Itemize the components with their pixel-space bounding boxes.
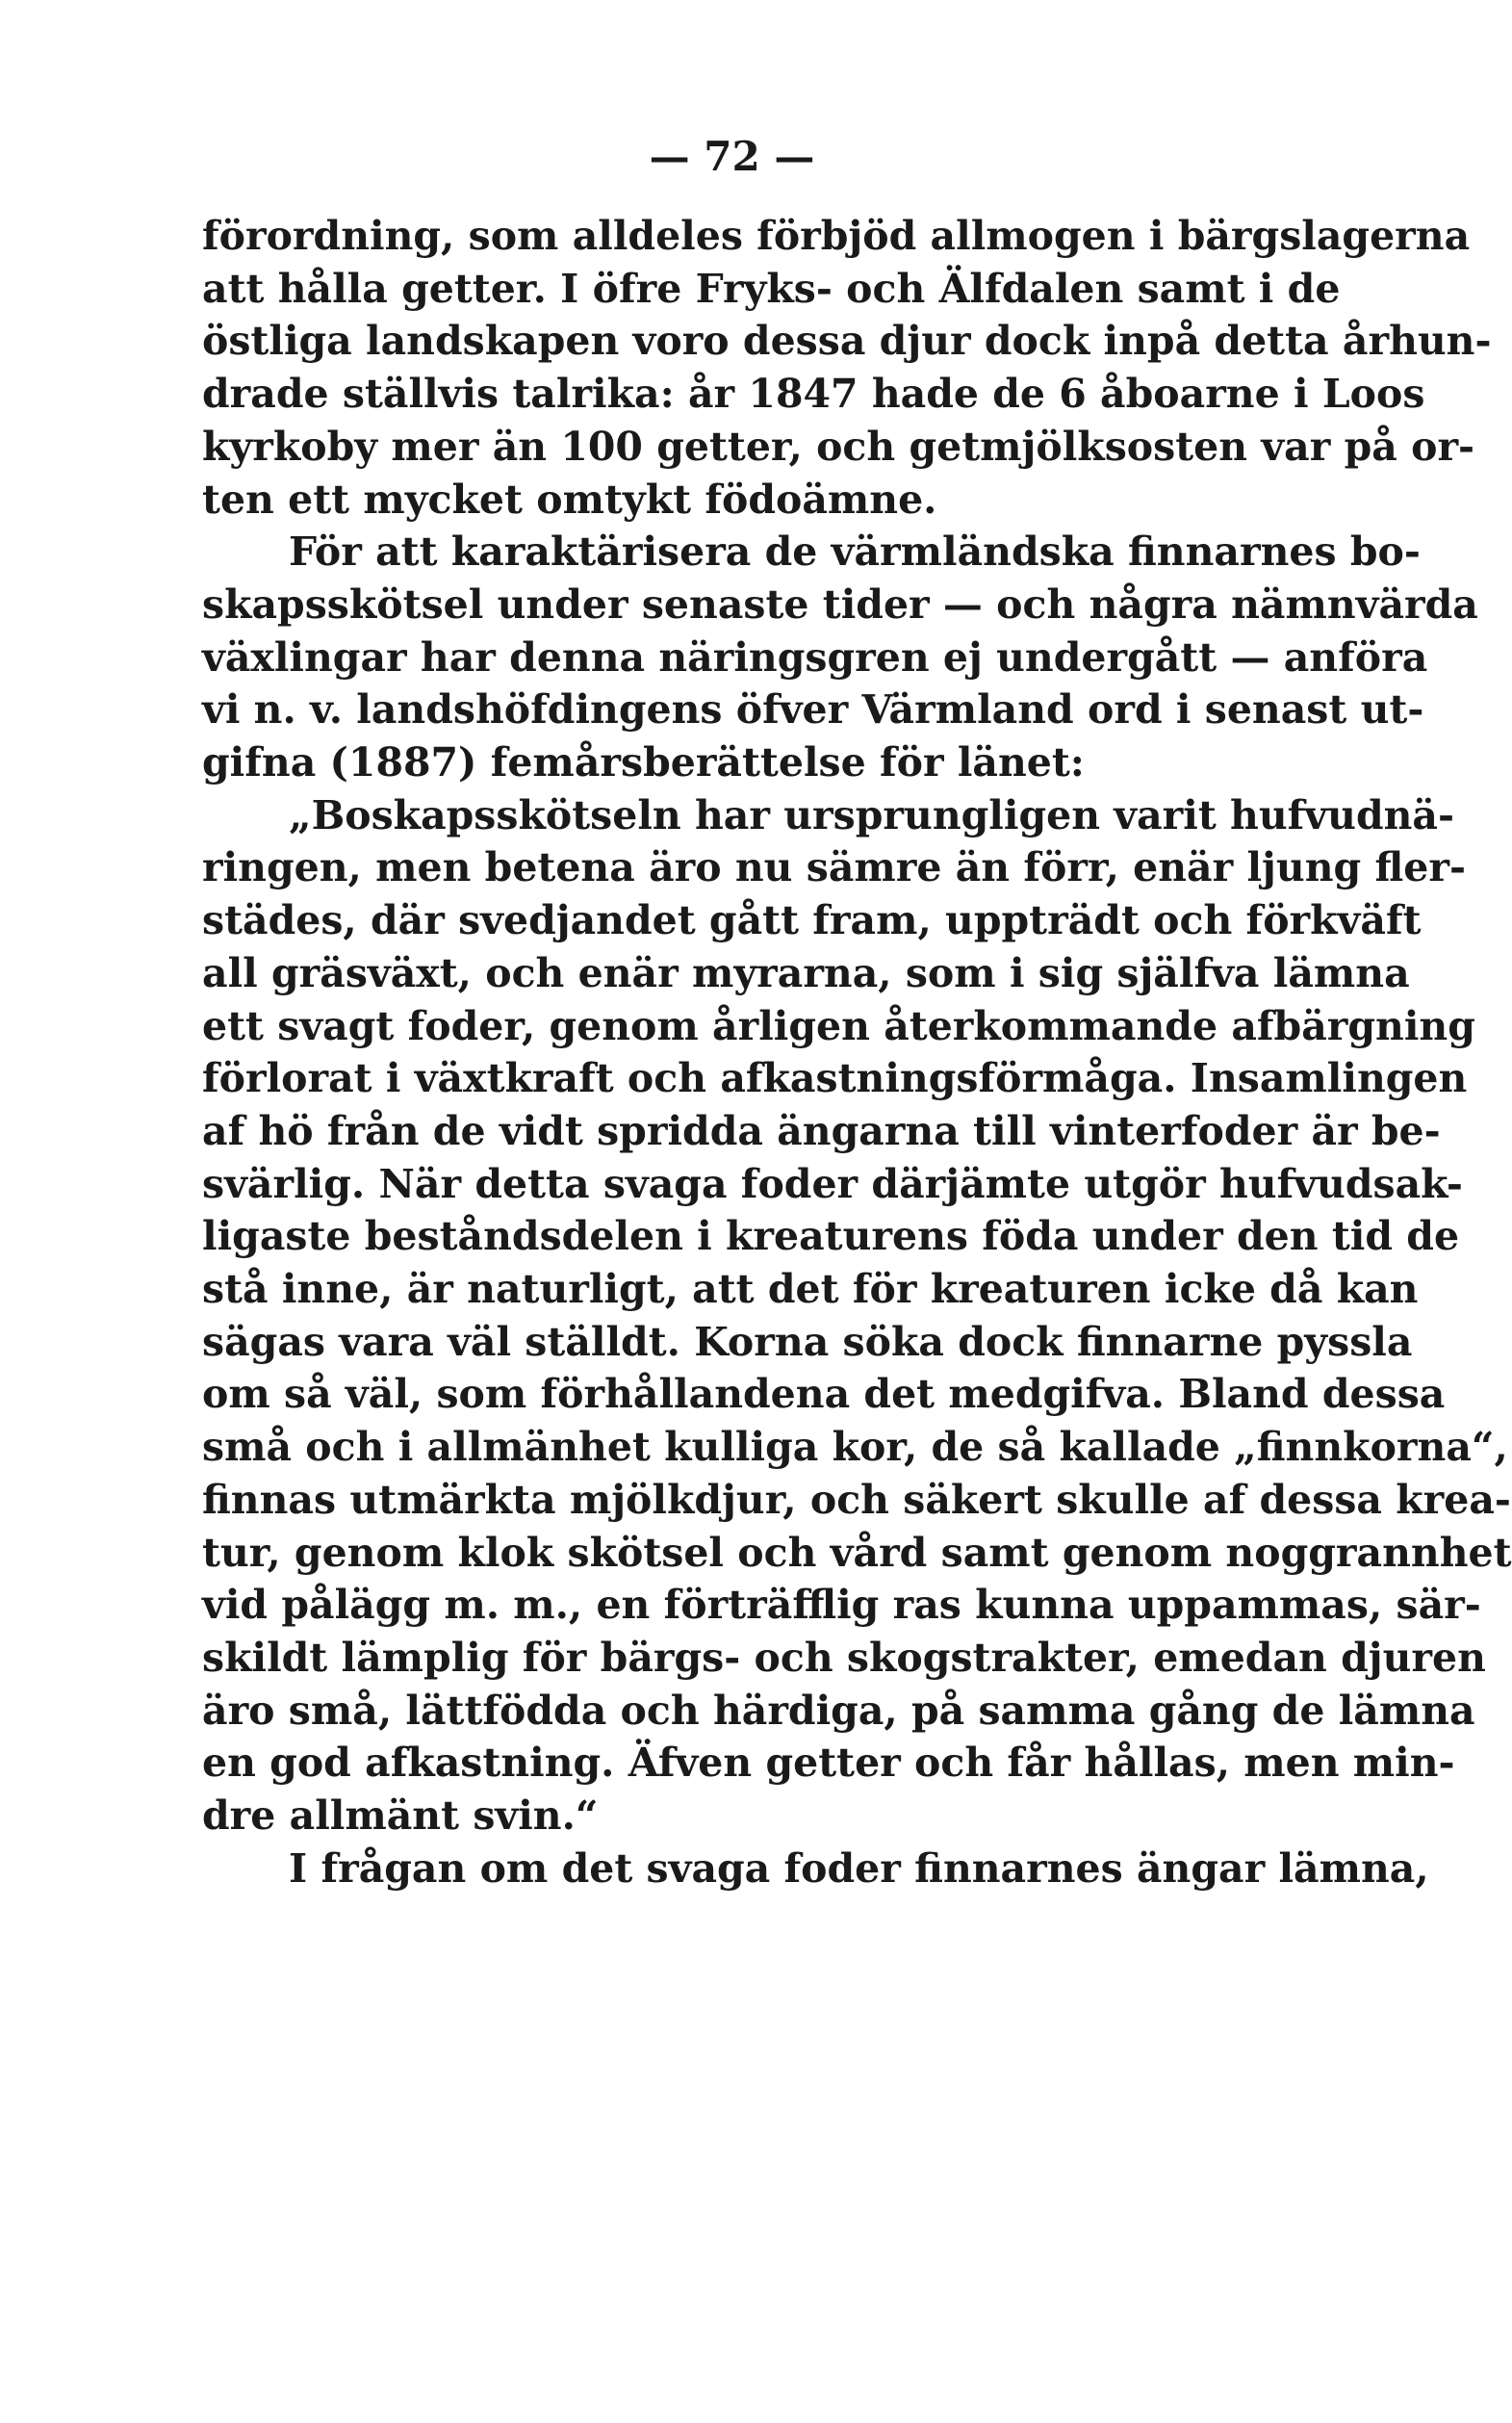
text-line: ringen, men betena äro nu sämre än förr, enär ljung fler-: [202, 844, 1466, 891]
text-line: om så väl, som förhållandena det medgifva. Bland dessa: [202, 1371, 1446, 1418]
text-line: finnas utmärkta mjölkdjur, och säkert skulle af dessa krea-: [202, 1476, 1511, 1523]
text-line: sägas vara väl ställdt. Korna söka dock finnarne pyssla: [202, 1318, 1413, 1365]
text-line: skapsskötsel under senaste tider — och några nämnvärda: [202, 580, 1478, 628]
text-line: kyrkoby mer än 100 getter, och getmjölksosten var på or-: [202, 423, 1475, 470]
text-line: äro små, lättfödda och härdiga, på samma gång de lämna: [202, 1687, 1475, 1734]
text-line: gifna (1887) femårsberättelse för länet:: [202, 739, 1085, 786]
text-line: stå inne, är naturligt, att det för kreaturen icke då kan: [202, 1266, 1419, 1312]
text-line: växlingar har denna näringsgren ej undergått — anföra: [202, 633, 1428, 681]
text-line: ett svagt foder, genom årligen återkommande afbärgning: [202, 1002, 1475, 1049]
text-line: östliga landskapen voro dessa djur dock inpå detta århun-: [202, 318, 1492, 365]
text-line: all gräsväxt, och enär myrarna, som i sig själfva lämna: [202, 949, 1410, 996]
text-line: dre allmänt svin.“: [202, 1792, 599, 1839]
text-line: förlorat i växtkraft och afkastningsförmåga. Insamlingen: [202, 1055, 1468, 1102]
text-line: förordning, som alldeles förbjöd allmogen i bärgslagerna: [202, 213, 1471, 259]
text-line: „Boskapsskötseln har ursprungligen varit hufvudnä-: [289, 791, 1455, 838]
text-line: vi n. v. landshöfdingens öfver Värmland ord i senast ut-: [202, 686, 1424, 734]
text-line: I frågan om det svaga foder finnarnes ängar lämna,: [289, 1844, 1429, 1892]
text-line: För att karaktärisera de värmländska finnarnes bo-: [289, 528, 1421, 576]
page-number: — 72 —: [649, 133, 815, 180]
text-line: vid pålägg m. m., en förträfflig ras kunna uppammas, sär-: [202, 1582, 1481, 1629]
text-line: af hö från de vidt spridda ängarna till vinterfoder är be-: [202, 1107, 1441, 1154]
text-line: en god afkastning. Äfven getter och får hållas, men min-: [202, 1740, 1455, 1787]
text-line: drade ställvis talrika: år 1847 hade de 6 åboarne i Loos: [202, 371, 1425, 418]
text-line: ligaste beståndsdelen i kreaturens föda under den tid de: [202, 1213, 1460, 1260]
text-line: att hålla getter. I öfre Fryks- och Älfdalen samt i de: [202, 265, 1341, 312]
text-line: svärlig. När detta svaga foder därjämte utgör hufvudsak-: [202, 1160, 1463, 1207]
text-line: ten ett mycket omtykt födoämne.: [202, 476, 937, 523]
text-line: skildt lämplig för bärgs- och skogstrakter, emedan djuren: [202, 1634, 1486, 1681]
text-line: tur, genom klok skötsel och vård samt genom noggrannhet: [202, 1529, 1512, 1576]
text-line: små och i allmänhet kulliga kor, de så kallade „finnkorna“,: [202, 1424, 1508, 1471]
text-line: städes, där svedjandet gått fram, uppträdt och förkväft: [202, 897, 1422, 944]
